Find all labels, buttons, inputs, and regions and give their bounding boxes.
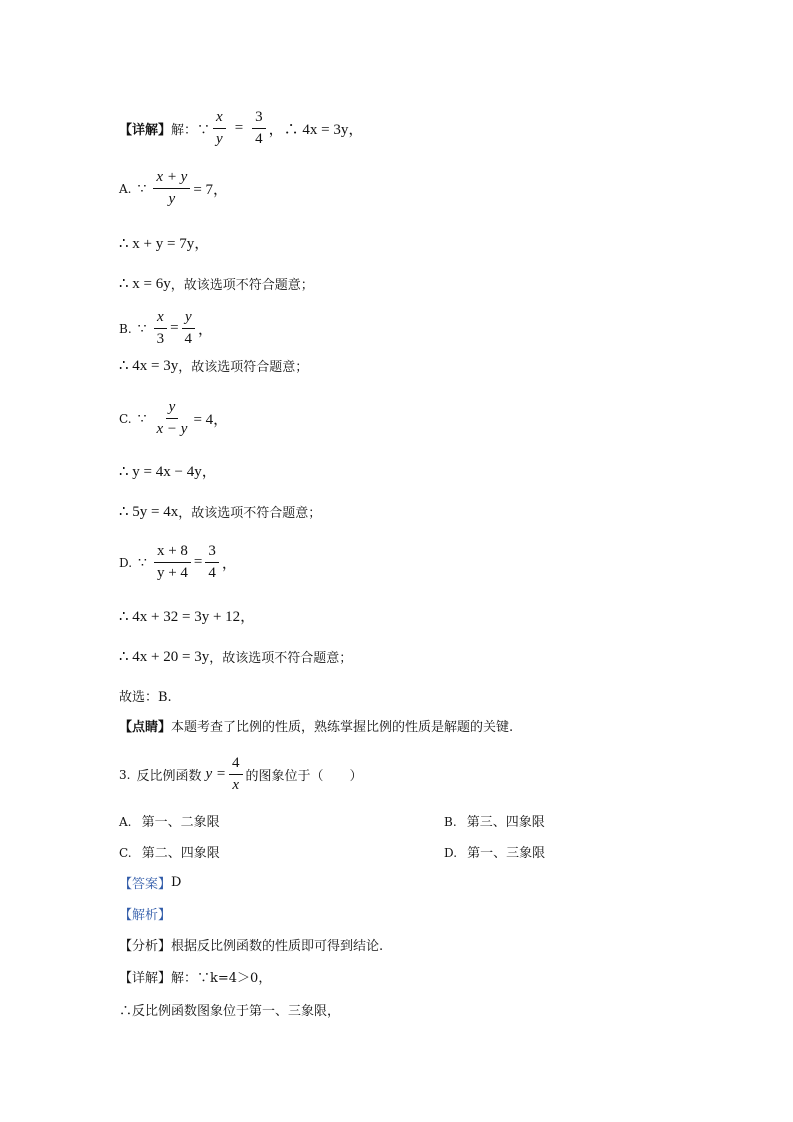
option-d-label: D. — [119, 555, 133, 570]
comment-label: 【点睛】 — [119, 720, 172, 735]
option-a-rhs: = 7， — [193, 182, 229, 198]
option-b-step — [119, 356, 308, 375]
question-text-2: 的图象位于（ ） — [245, 769, 363, 784]
fraction-c: $\frac{y}{x - y}$ — [156, 399, 188, 437]
option-a-step-2-text: ，故该选项不符合题意； — [170, 278, 314, 293]
option-c-step-2-math: ∴ 5y = 4x — [119, 504, 179, 520]
fraction-d-1: $\frac{x + 8}{y + 4}$ — [154, 542, 191, 583]
choice-b-letter: B. — [444, 815, 457, 829]
comment-line — [119, 716, 513, 735]
choose-line: 故选：B. — [119, 690, 172, 705]
choice-d-text: 第一、三象限 — [467, 846, 546, 861]
because-symbol: ∵ — [137, 320, 147, 337]
option-a-step-2-math: ∴ x = 6y — [119, 276, 171, 292]
option-c-step-1: ∴ y = 4x − 4y， — [119, 464, 217, 480]
conclusion-line: ∴反比例函数图象位于第一、三象限， — [119, 1004, 341, 1019]
answer-value: D — [171, 875, 182, 890]
choice-d-letter: D. — [444, 846, 458, 860]
option-a-step-2 — [119, 274, 314, 293]
because-symbol: ∵ — [137, 410, 147, 427]
detail-2-label: 【详解】 — [119, 971, 172, 986]
fraction-3-over-4: $\frac{3}{4}$ — [252, 108, 266, 149]
answer-label: 【答案】 — [119, 877, 172, 892]
choice-b-text: 第三、四象限 — [466, 815, 545, 830]
option-a-condition — [119, 168, 228, 209]
detail-label: 【详解】 — [119, 123, 172, 138]
option-d-step-2-text: ，故该选项不符合题意； — [209, 651, 353, 666]
question-y-eq: y = — [205, 766, 226, 782]
question-number: 3. — [119, 767, 131, 782]
option-a-label: A. — [119, 181, 132, 196]
question-text-1: 反比例函数 — [136, 769, 202, 784]
option-c-step-2-text: ，故该选项不符合题意； — [178, 506, 322, 521]
analysis-text: 根据反比例函数的性质即可得到结论. — [171, 939, 384, 954]
option-c-rhs: = 4， — [193, 412, 229, 428]
detail-2-text: 解：∵k=4＞0， — [171, 971, 272, 986]
analysis-heading: 【解析】 — [119, 908, 172, 923]
detail-line-1 — [119, 108, 363, 149]
detail-line-2 — [119, 967, 271, 986]
because-symbol: ∵ — [137, 180, 147, 197]
choice-c-letter: C. — [119, 846, 132, 860]
choice-c-text: 第二、四象限 — [141, 846, 220, 861]
option-b-label: B. — [119, 321, 132, 336]
option-c-condition — [119, 398, 228, 439]
option-d-step-1: ∴ 4x + 32 = 3y + 12， — [119, 609, 256, 625]
equals-sign: = — [234, 120, 244, 136]
choice-d — [444, 842, 545, 861]
fraction-x-over-y: $\frac{x}{y}$ — [213, 108, 226, 149]
option-d-condition — [119, 542, 237, 583]
option-d-step-2 — [119, 647, 352, 666]
question-3 — [119, 754, 363, 795]
detail-suffix: ，∴ 4x = 3y， — [268, 122, 364, 138]
fraction-d-2: $\frac{3}{4}$ — [205, 542, 219, 583]
equals-sign: = — [170, 320, 179, 336]
fraction-a: $\frac{x + y}{y}$ — [153, 168, 190, 209]
answer-line — [119, 873, 181, 892]
choice-c — [119, 842, 220, 861]
option-a-step-1: ∴ x + y = 7y， — [119, 236, 210, 252]
fraction-b-1: $\frac{x}{3}$ — [154, 308, 168, 349]
option-c-step-2 — [119, 502, 321, 521]
fraction-4-over-x: $\frac{4}{x}$ — [229, 754, 243, 795]
option-d-tail: ， — [221, 556, 237, 572]
option-c-label: C. — [119, 411, 132, 426]
choice-a-text: 第一、二象限 — [141, 815, 220, 830]
fraction-b-2: $\frac{y}{4}$ — [182, 308, 196, 349]
option-b-tail: ， — [198, 322, 214, 338]
because-symbol: ∵ — [138, 554, 147, 571]
option-d-step-2-math: ∴ 4x + 20 = 3y — [119, 649, 210, 665]
analysis-line — [119, 935, 383, 954]
option-b-step-text: ，故该选项符合题意； — [178, 360, 309, 375]
detail-prefix: 解：∵ — [171, 123, 211, 138]
analysis-label: 【分析】 — [119, 939, 172, 954]
choice-a-letter: A. — [119, 815, 132, 829]
option-b-step-math: ∴ 4x = 3y — [119, 358, 179, 374]
comment-text: 本题考查了比例的性质，熟练掌握比例的性质是解题的关键. — [171, 720, 514, 735]
equals-sign: = — [193, 554, 203, 570]
choice-b — [444, 811, 545, 830]
choice-a — [119, 811, 220, 830]
option-b-condition — [119, 308, 213, 349]
